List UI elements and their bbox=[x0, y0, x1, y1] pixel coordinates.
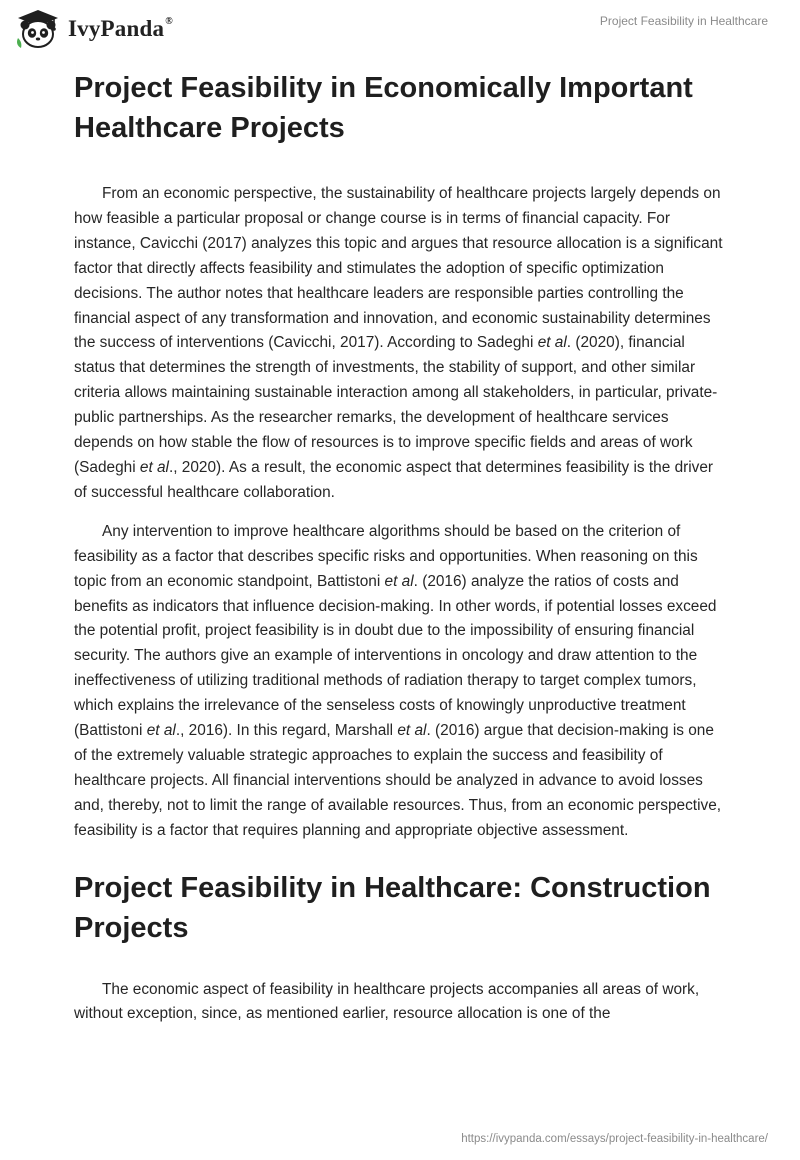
page-header bbox=[0, 0, 800, 60]
paragraph: From an economic perspective, the sustainability of healthcare projects largely depends on how feasible a particular proposal or change course is in terms of financial capacity. For instance, Cavicchi (2017) analyzes this topic and argues that resource allocation is a significant factor that directly affects feasibility and stimulates the adoption of specific optimization decisions. The author notes that healthcare leaders are responsible parties controlling the financial aspect of any transformation and innovation, and economic sustainability determines the success of interventions (Cavicchi, 2017). According to Sadeghi et al. (2020), financial status that determines the strength of investments, the stability of support, and other similar criteria allows maintaining sustainable interaction among all stakeholders, in particular, private-public partnerships. As the researcher remarks, the development of healthcare services depends on how stable the flow of resources is to improve specific fields and areas of work (Sadeghi et al., 2020). As a result, the economic aspect that determines feasibility is the driver of successful healthcare collaboration. bbox=[74, 185, 723, 501]
section-heading: Project Feasibility in Economically Important Healthcare Projects bbox=[74, 72, 693, 144]
ivypanda-logo[interactable] bbox=[14, 8, 173, 50]
paragraph: The economic aspect of feasibility in healthcare projects accompanies all areas of work, without exception, since, as mentioned earlier, resource allocation is one of the bbox=[74, 980, 700, 1023]
brand-name: IvyPanda® bbox=[68, 16, 173, 41]
section-heading: Project Feasibility in Healthcare: Construction Projects bbox=[74, 871, 711, 944]
panda-graduation-cap-icon bbox=[14, 8, 62, 50]
essay-content bbox=[74, 68, 724, 1041]
paragraph: Any intervention to improve healthcare algorithms should be based on the criterion of feasibility as a factor that describes specific risks and opportunities. When reasoning on this topic from an economic standpoint, Battistoni et al. (2016) analyze the ratios of costs and benefits as indicators that influence decision-making. In other words, if potential losses exceed the potential profit, project feasibility is in doubt due to the impossibility of ensuring financial security. The authors give an example of interventions in oncology and draw attention to the ineffectiveness of utilizing traditional methods of radiation therapy to target complex tumors, which explains the irrelevance of the senseless costs of knowingly unproductive treatment (Battistoni et al., 2016). In this regard, Marshall et al. (2016) argue that decision-making is one of the extremely valuable strategic approaches to explain the success and feasibility of healthcare projects. All financial interventions should be analyzed in advance to avoid losses and, thereby, not to limit the range of available resources. Thus, from an economic perspective, feasibility is a factor that requires planning and appropriate objective assessment. bbox=[74, 522, 722, 839]
source-url[interactable]: https://ivypanda.com/essays/project-feasibility-in-healthcare/ bbox=[461, 1133, 768, 1145]
running-title: Project Feasibility in Healthcare bbox=[599, 14, 768, 28]
